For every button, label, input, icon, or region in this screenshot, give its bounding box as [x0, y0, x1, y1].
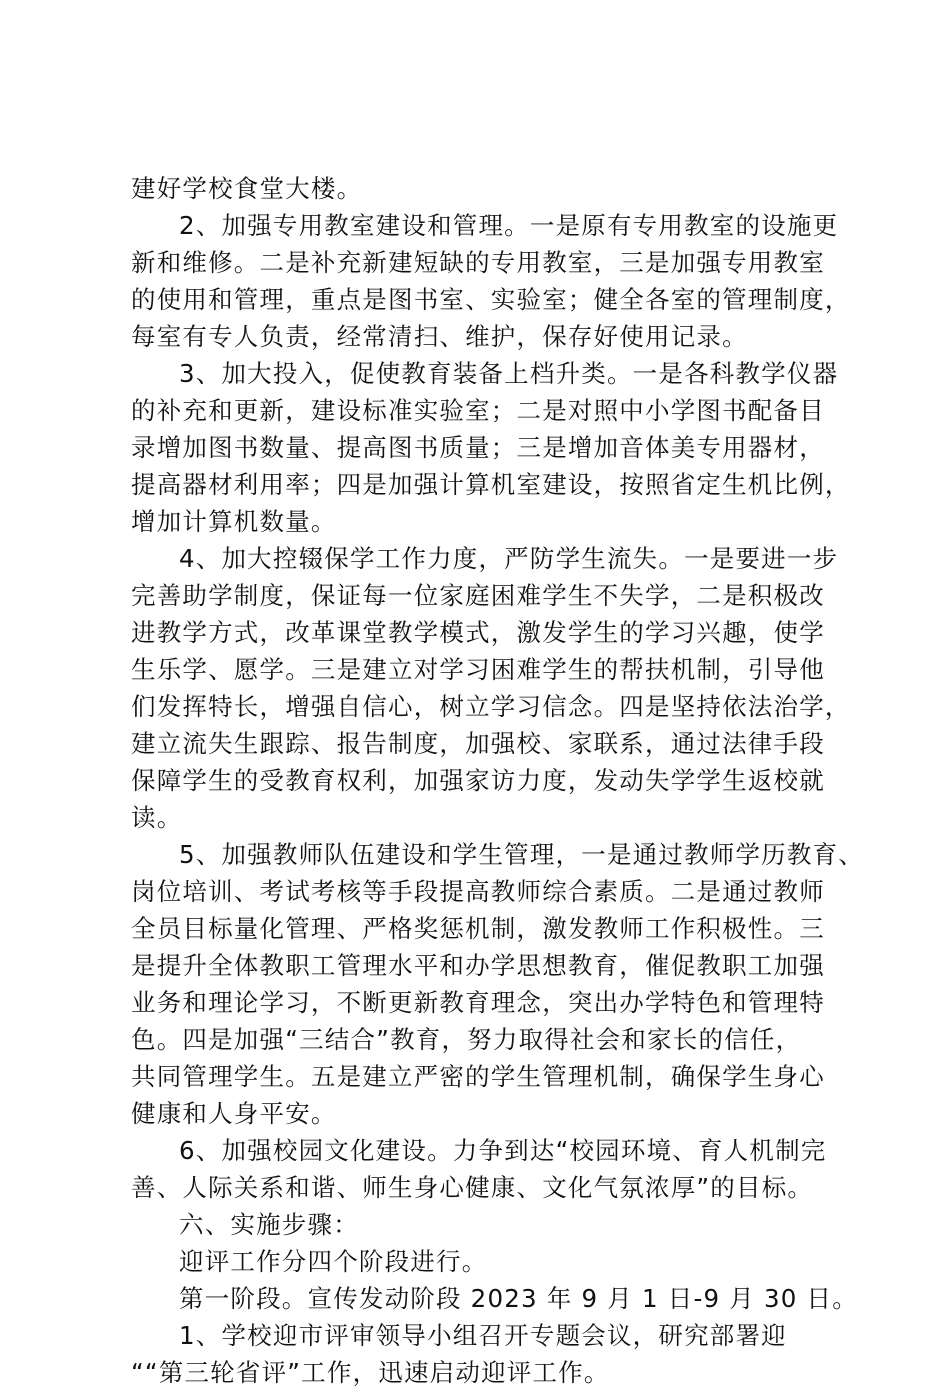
text-line: 迎评工作分四个阶段进行。 — [179, 1247, 488, 1276]
text-line: 健康和人身平安。 — [131, 1099, 337, 1128]
text-line: 完善助学制度，保证每一位家庭困难学生不失学，二是积极改 — [131, 581, 825, 610]
text-line: 保障学生的受教育权利，加强家访力度，发动失学学生返校就 — [131, 766, 825, 795]
text-line: 们发挥特长，增强自信心，树立学习信念。四是坚持依法治学， — [131, 692, 851, 721]
text-line: 全员目标量化管理、严格奖惩机制，激发教师工作积极性。三 — [131, 914, 825, 943]
text-line: 是提升全体教职工管理水平和办学思想教育，催促教职工加强 — [131, 951, 825, 980]
text-line: 岗位培训、考试考核等手段提高教师综合素质。二是通过教师 — [131, 877, 825, 906]
text-line: 1、学校迎市评审领导小组召开专题会议，研究部署迎 — [179, 1321, 787, 1350]
text-line: 新和维修。二是补充新建短缺的专用教室，三是加强专用教室 — [131, 248, 825, 277]
text-line: 每室有专人负责，经常清扫、维护，保存好使用记录。 — [131, 322, 748, 351]
text-line: 6、加强校园文化建设。力争到达“校园环境、育人机制完 — [179, 1136, 827, 1165]
text-line: 增加计算机数量。 — [131, 507, 337, 536]
text-line: 色。四是加强“三结合”教育，努力取得社会和家长的信任， — [131, 1025, 802, 1054]
text-line: 的使用和管理，重点是图书室、实验室；健全各室的管理制度， — [131, 285, 851, 314]
text-line: 建立流失生跟踪、报告制度，加强校、家联系，通过法律手段 — [131, 729, 825, 758]
text-line: 六、实施步骤： — [179, 1210, 359, 1239]
document-body — [131, 170, 864, 1391]
text-line: 业务和理论学习，不断更新教育理念，突出办学特色和管理特 — [131, 988, 825, 1017]
text-line: 共同管理学生。五是建立严密的学生管理机制，确保学生身心 — [131, 1062, 825, 1091]
text-line: 4、加大控辍保学工作力度，严防学生流失。一是要进一步 — [179, 544, 839, 573]
text-line: 2、加强专用教室建设和管理。一是原有专用教室的设施更 — [179, 211, 839, 240]
text-line: 提高器材利用率；四是加强计算机室建设，按照省定生机比例， — [131, 470, 851, 499]
text-line: 的补充和更新，建设标准实验室；二是对照中小学图书配备目 — [131, 396, 825, 425]
text-line: 读。 — [131, 803, 183, 832]
text-line: 建好学校食堂大楼。 — [131, 174, 363, 203]
text-line: 5、加强教师队伍建设和学生管理，一是通过教师学历教育、 — [179, 840, 864, 869]
text-line: 录增加图书数量、提高图书质量；三是增加音体美专用器材， — [131, 433, 825, 462]
text-line: 进教学方式，改革课堂教学模式，激发学生的学习兴趣，使学 — [131, 618, 825, 647]
text-line: 3、加大投入，促使教育装备上档升类。一是各科教学仪器 — [179, 359, 839, 388]
text-line: 善、人际关系和谐、师生身心健康、文化气氛浓厚”的目标。 — [131, 1173, 814, 1202]
text-line: ““第三轮省评”工作，迅速启动迎评工作。 — [131, 1358, 610, 1387]
text-line: 第一阶段。宣传发动阶段 2023 年 9 月 1 日-9 月 30 日。 — [179, 1284, 858, 1313]
text-line: 生乐学、愿学。三是建立对学习困难学生的帮扶机制，引导他 — [131, 655, 825, 684]
